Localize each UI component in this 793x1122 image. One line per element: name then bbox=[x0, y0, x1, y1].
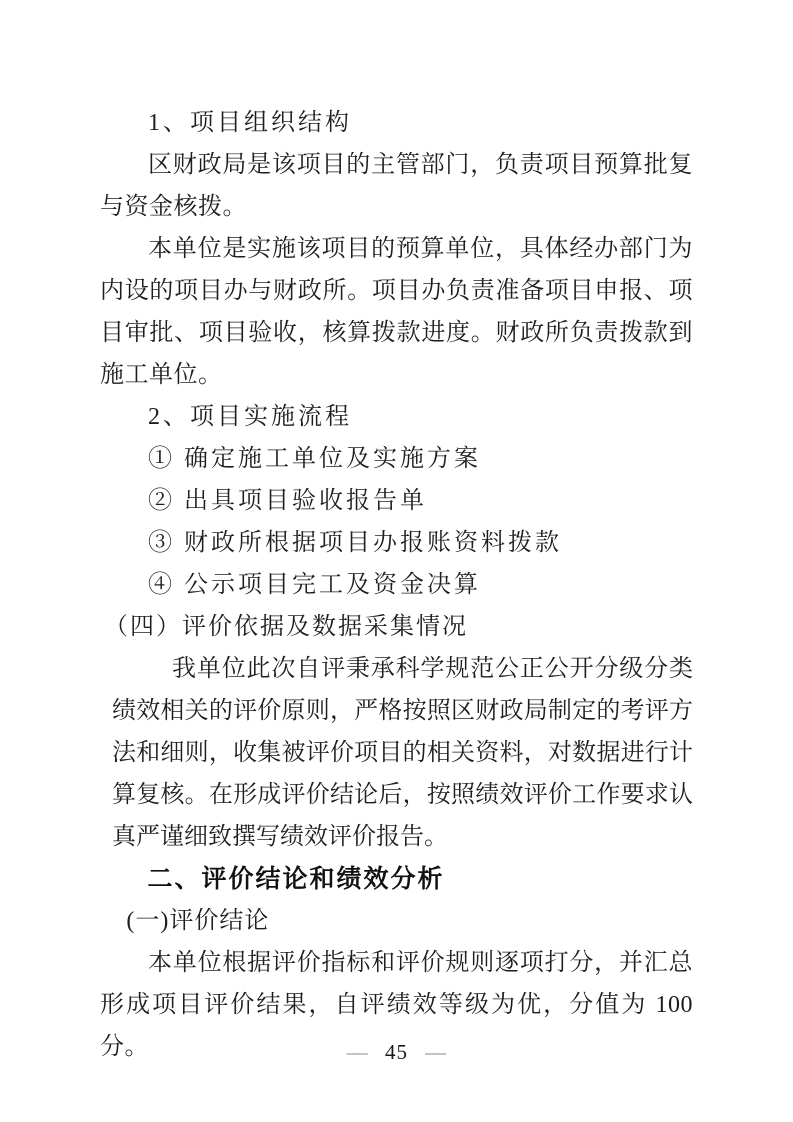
paragraph-evaluation-result-score: 本单位根据评价指标和评价规则逐项打分，并汇总形成项目评价结果，自评绩效等级为优，分值为 100 分。 bbox=[100, 950, 693, 1060]
section-heading-conclusion: (一)评价结论 bbox=[126, 908, 270, 934]
page-footer bbox=[0, 1038, 793, 1066]
footer-dash-right: — bbox=[425, 1040, 447, 1064]
paragraph-self-evaluation-method: 我单位此次自评秉承科学规范公正公开分级分类绩效相关的评价原则，严格按照区财政局制定的考评方法和细则，收集被评价项目的相关资料，对数据进行计算复核。在形成评价结论后，按照绩效评价工作要求认真严谨细致撰写绩效评价报告。 bbox=[112, 656, 693, 850]
subsection-heading-project-organization: 1、项目组织结构 bbox=[148, 110, 352, 136]
footer-dash-left: — bbox=[346, 1040, 368, 1064]
chapter-heading-evaluation-conclusion: 二、评价结论和绩效分析 bbox=[147, 865, 445, 893]
paragraph-district-finance-bureau: 区财政局是该项目的主管部门，负责项目预算批复与资金核拨。 bbox=[100, 152, 693, 220]
document-body bbox=[100, 102, 693, 1068]
process-step-3: ③ 财政所根据项目办报账资料拨款 bbox=[148, 530, 562, 556]
process-step-2: ② 出具项目验收报告单 bbox=[148, 488, 427, 514]
subsection-heading-implementation-flow: 2、项目实施流程 bbox=[148, 404, 352, 430]
process-step-4: ④ 公示项目完工及资金决算 bbox=[148, 572, 481, 598]
page-number: 45 bbox=[385, 1040, 408, 1064]
process-step-1: ① 确定施工单位及实施方案 bbox=[148, 446, 481, 472]
section-heading-evaluation-basis: （四）评价依据及数据采集情况 bbox=[104, 614, 468, 640]
paragraph-budget-unit-departments: 本单位是实施该项目的预算单位，具体经办部门为内设的项目办与财政所。项目办负责准备项目申报、项目审批、项目验收，核算拨款进度。财政所负责拨款到施工单位。 bbox=[100, 236, 693, 388]
